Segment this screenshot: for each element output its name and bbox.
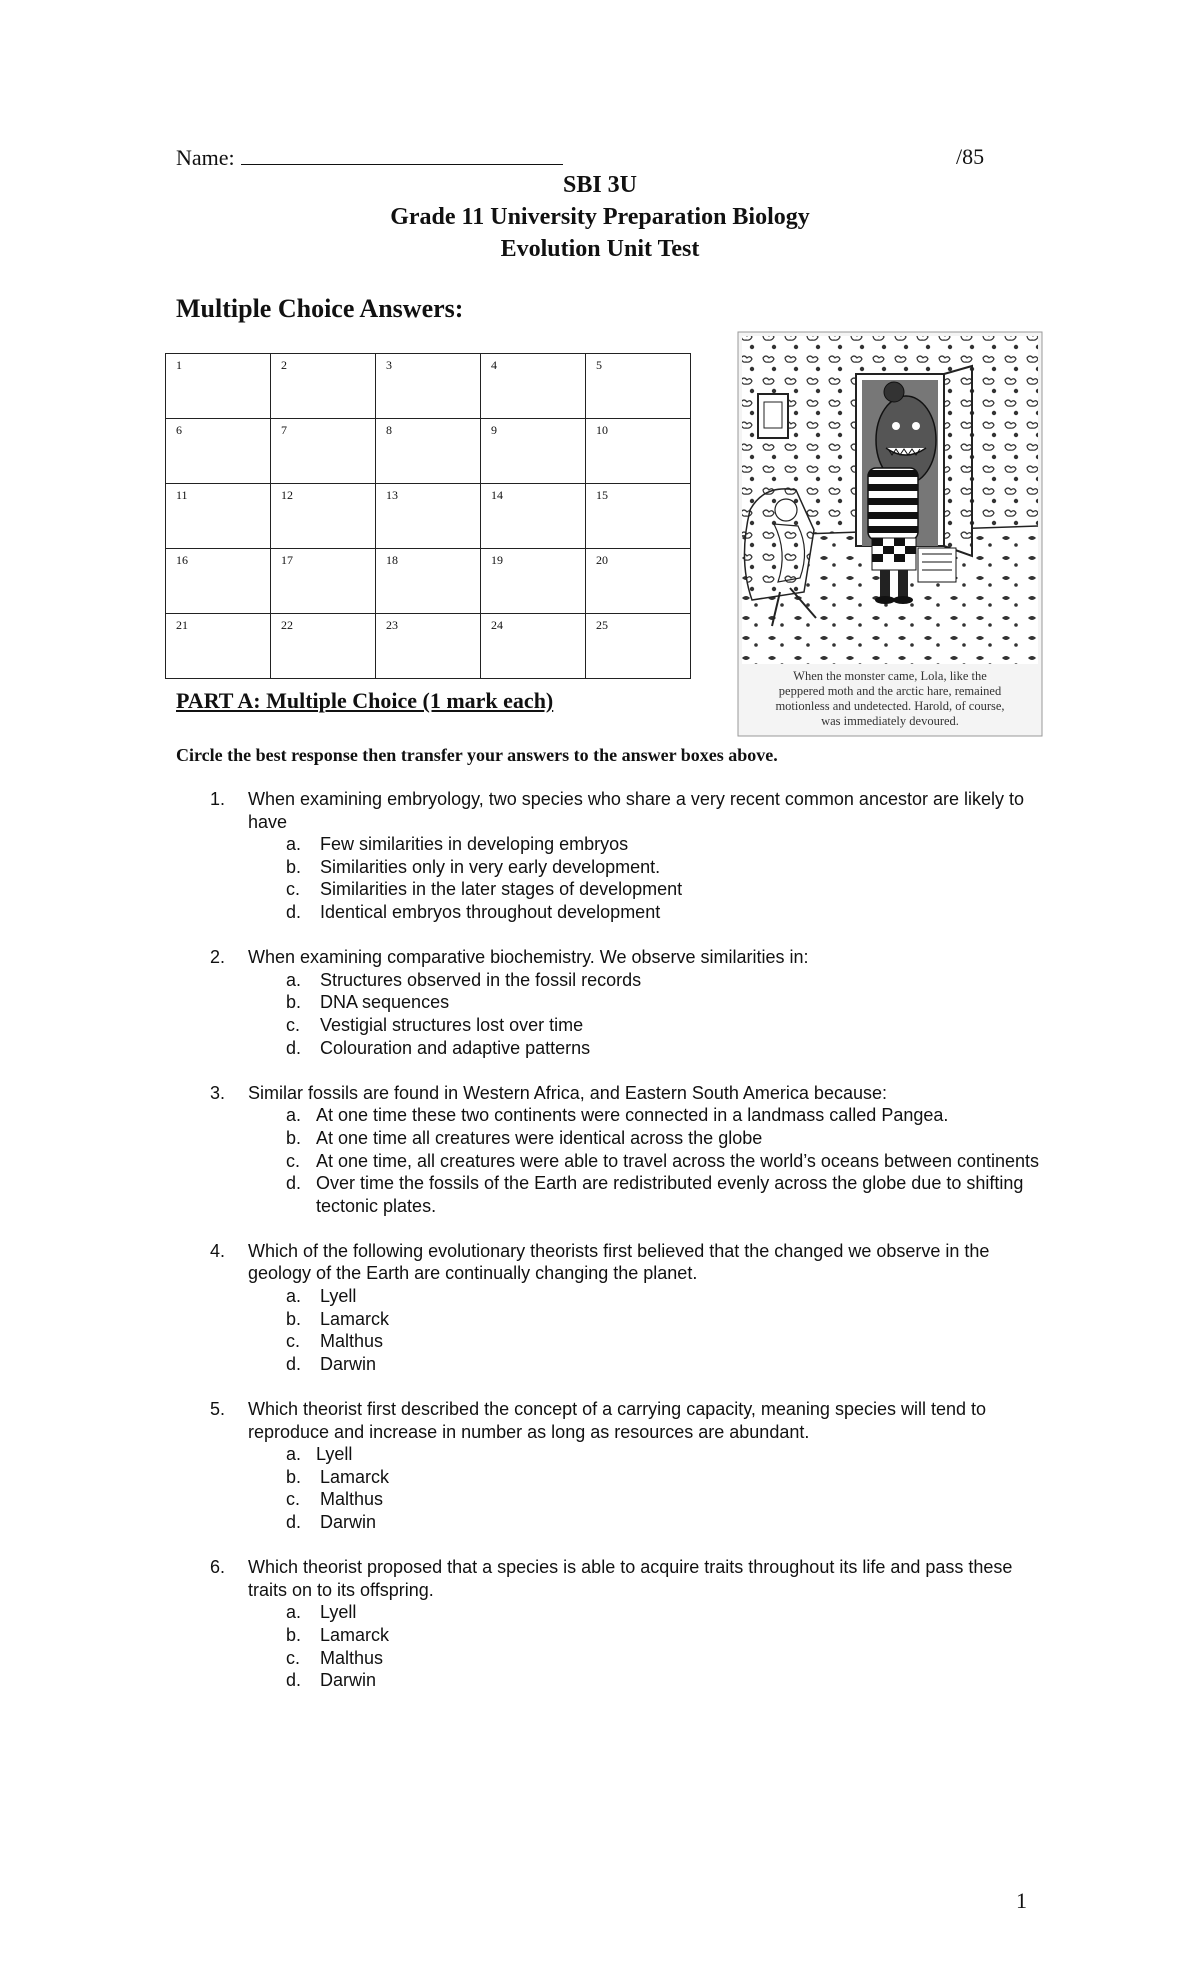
answer-option[interactable]: [286, 1353, 1050, 1376]
option-letter: d.: [286, 1670, 302, 1691]
answer-grid: [165, 353, 691, 679]
part-a-heading: PART A: Multiple Choice (1 mark each): [176, 688, 554, 713]
answer-grid-row: [166, 614, 691, 679]
option-letter: b.: [286, 992, 302, 1013]
monster-cartoon: [736, 330, 1044, 738]
question-stem: When examining comparative biochemistry. We observe similarities in:: [248, 947, 809, 968]
answer-grid-row: [166, 484, 691, 549]
answer-box[interactable]: 20: [586, 549, 691, 614]
question-3: [210, 1082, 1050, 1218]
answer-option[interactable]: [286, 856, 1050, 879]
answer-box[interactable]: 5: [586, 354, 691, 419]
answer-box[interactable]: 7: [271, 419, 376, 484]
answer-box[interactable]: 16: [166, 549, 271, 614]
question-stem: Which theorist first described the concept of a carrying capacity, meaning species will tend to reproduce and increase in number as long as resources are abundant.: [248, 1399, 987, 1442]
answer-option[interactable]: [286, 1511, 1050, 1534]
option-letter: a.: [286, 1444, 302, 1465]
option-letter: a.: [286, 1286, 302, 1307]
cartoon-caption-line-2: peppered moth and the arctic hare, remained: [778, 684, 1002, 698]
option-text: At one time these two continents were connected in a landmass called Pangea.: [316, 1105, 949, 1126]
option-text: Over time the fossils of the Earth are redistributed evenly across the globe due to shifting tectonic plates.: [316, 1173, 1024, 1216]
question-number: 1.: [210, 789, 226, 809]
course-code-title: SBI 3U: [562, 172, 638, 198]
answer-option[interactable]: [286, 1150, 1050, 1173]
answer-option[interactable]: [286, 991, 1050, 1014]
question-number: 3.: [210, 1082, 226, 1103]
answer-option[interactable]: [286, 901, 1050, 924]
answer-option[interactable]: [286, 1647, 1050, 1670]
option-text: Darwin: [320, 1512, 377, 1532]
question-stem: Which theorist proposed that a species is able to acquire traits throughout its life and pass these traits on to its offspring.: [248, 1557, 1013, 1600]
option-text: Lamarck: [320, 1466, 390, 1487]
option-text: Identical embryos throughout development: [320, 901, 661, 922]
option-letter: a.: [286, 834, 302, 855]
answer-box[interactable]: 15: [586, 484, 691, 549]
answer-box[interactable]: 17: [271, 549, 376, 614]
answer-option[interactable]: [286, 833, 1050, 856]
answer-box[interactable]: 9: [481, 419, 586, 484]
option-letter: a.: [286, 1602, 302, 1623]
answer-option[interactable]: [286, 1488, 1050, 1511]
answer-box[interactable]: 19: [481, 549, 586, 614]
option-text: Malthus: [320, 1489, 384, 1510]
answer-option[interactable]: [286, 1285, 1050, 1308]
part-a-instructions: Circle the best response then transfer your answers to the answer boxes above.: [176, 745, 778, 765]
option-letter: b.: [286, 1624, 302, 1645]
answer-box[interactable]: 22: [271, 614, 376, 679]
option-text: Malthus: [320, 1331, 384, 1352]
option-letter: a.: [286, 969, 302, 990]
question-stem: When examining embryology, two species who share a very recent common ancestor are likely to have: [248, 789, 1025, 832]
question-4: [210, 1240, 1050, 1376]
option-letter: d.: [286, 1512, 302, 1532]
option-text: Few similarities in developing embryos: [320, 834, 629, 855]
option-letter: c.: [286, 1489, 301, 1510]
answer-option[interactable]: [286, 878, 1050, 901]
answer-option[interactable]: [286, 1669, 1050, 1692]
question-list: [210, 788, 1050, 1714]
question-2: [210, 946, 1050, 1059]
answer-option[interactable]: [286, 1624, 1050, 1647]
question-1: [210, 788, 1050, 924]
cartoon-caption-line-1: When the monster came, Lola, like the: [793, 669, 987, 683]
course-full-title: Grade 11 University Preparation Biology: [390, 204, 810, 230]
name-label: Name:: [176, 145, 235, 170]
question-number: 4.: [210, 1240, 226, 1261]
answer-option[interactable]: [286, 1330, 1050, 1353]
option-text: Darwin: [320, 1670, 377, 1691]
question-number: 2.: [210, 947, 226, 968]
option-letter: d.: [286, 1173, 302, 1194]
option-text: Vestigial structures lost over time: [320, 1014, 584, 1035]
question-stem: Which of the following evolutionary theorists first believed that the changed we observe in the geology of the Earth are continually changing the planet.: [248, 1240, 990, 1284]
option-letter: c.: [286, 1150, 301, 1171]
answer-box[interactable]: 8: [376, 419, 481, 484]
answer-box[interactable]: 23: [376, 614, 481, 679]
answer-option[interactable]: [286, 1308, 1050, 1331]
option-text: Lyell: [316, 1444, 353, 1465]
cartoon-caption-line-4: was immediately devoured.: [821, 714, 959, 728]
option-letter: d.: [286, 1037, 302, 1058]
page-number: 1: [1016, 1888, 1027, 1913]
option-text: Similarities in the later stages of development: [320, 879, 683, 900]
option-text: Lyell: [320, 1286, 357, 1307]
answer-option[interactable]: [286, 1443, 1050, 1466]
option-text: At one time all creatures were identical across the globe: [316, 1127, 763, 1148]
option-text: Darwin: [320, 1353, 377, 1374]
question-stem: Similar fossils are found in Western Africa, and Eastern South America because:: [248, 1082, 887, 1103]
option-text: Lamarck: [320, 1308, 390, 1329]
question-number: 5.: [210, 1399, 226, 1420]
answers-heading: Multiple Choice Answers:: [176, 294, 464, 323]
option-text: Lyell: [320, 1602, 357, 1623]
option-letter: b.: [286, 1466, 302, 1487]
option-letter: b.: [286, 1127, 302, 1148]
answer-grid-row: [166, 419, 691, 484]
answer-box[interactable]: 4: [481, 354, 586, 419]
answer-option[interactable]: [286, 1466, 1050, 1489]
answer-option[interactable]: [286, 1601, 1050, 1624]
option-letter: c.: [286, 1014, 301, 1035]
option-text: DNA sequences: [320, 992, 450, 1013]
answer-box[interactable]: 21: [166, 614, 271, 679]
option-text: Malthus: [320, 1647, 384, 1668]
answer-option[interactable]: [286, 1014, 1050, 1037]
question-5: [210, 1398, 1050, 1534]
option-letter: d.: [286, 1353, 302, 1374]
answer-box[interactable]: 10: [586, 419, 691, 484]
test-title: Evolution Unit Test: [500, 236, 700, 262]
option-letter: c.: [286, 1331, 301, 1352]
option-letter: d.: [286, 901, 302, 922]
cartoon-caption-line-3: motionless and undetected. Harold, of course,: [775, 699, 1005, 713]
answer-option[interactable]: [286, 969, 1050, 992]
option-text: Structures observed in the fossil records: [320, 969, 642, 990]
answer-box[interactable]: 14: [481, 484, 586, 549]
option-text: At one time, all creatures were able to travel across the world’s oceans between continents: [316, 1150, 1040, 1171]
answer-box[interactable]: 13: [376, 484, 481, 549]
answer-box[interactable]: 11: [166, 484, 271, 549]
answer-option[interactable]: [286, 1127, 1050, 1150]
name-blank-line[interactable]: [241, 144, 563, 165]
option-letter: c.: [286, 879, 301, 900]
answer-box[interactable]: 12: [271, 484, 376, 549]
answer-box[interactable]: 1: [166, 354, 271, 419]
answer-box[interactable]: 25: [586, 614, 691, 679]
answer-box[interactable]: 3: [376, 354, 481, 419]
option-letter: b.: [286, 856, 302, 877]
option-text: Colouration and adaptive patterns: [320, 1037, 591, 1058]
option-letter: b.: [286, 1308, 302, 1329]
answer-box[interactable]: 18: [376, 549, 481, 614]
question-number: 6.: [210, 1557, 226, 1578]
option-text: Lamarck: [320, 1624, 390, 1645]
option-letter: a.: [286, 1105, 302, 1126]
option-letter: c.: [286, 1647, 301, 1668]
name-field-row: [176, 144, 563, 171]
answer-box[interactable]: 24: [481, 614, 586, 679]
answer-box[interactable]: 2: [271, 354, 376, 419]
answer-option[interactable]: [286, 1172, 1050, 1217]
answer-option[interactable]: [286, 1104, 1050, 1127]
option-text: Similarities only in very early development.: [320, 856, 661, 877]
answer-grid-row: [166, 354, 691, 419]
answer-grid-row: [166, 549, 691, 614]
question-6: [210, 1556, 1050, 1692]
answer-option[interactable]: [286, 1037, 1050, 1060]
answer-box[interactable]: 6: [166, 419, 271, 484]
total-marks: /85: [956, 144, 985, 169]
